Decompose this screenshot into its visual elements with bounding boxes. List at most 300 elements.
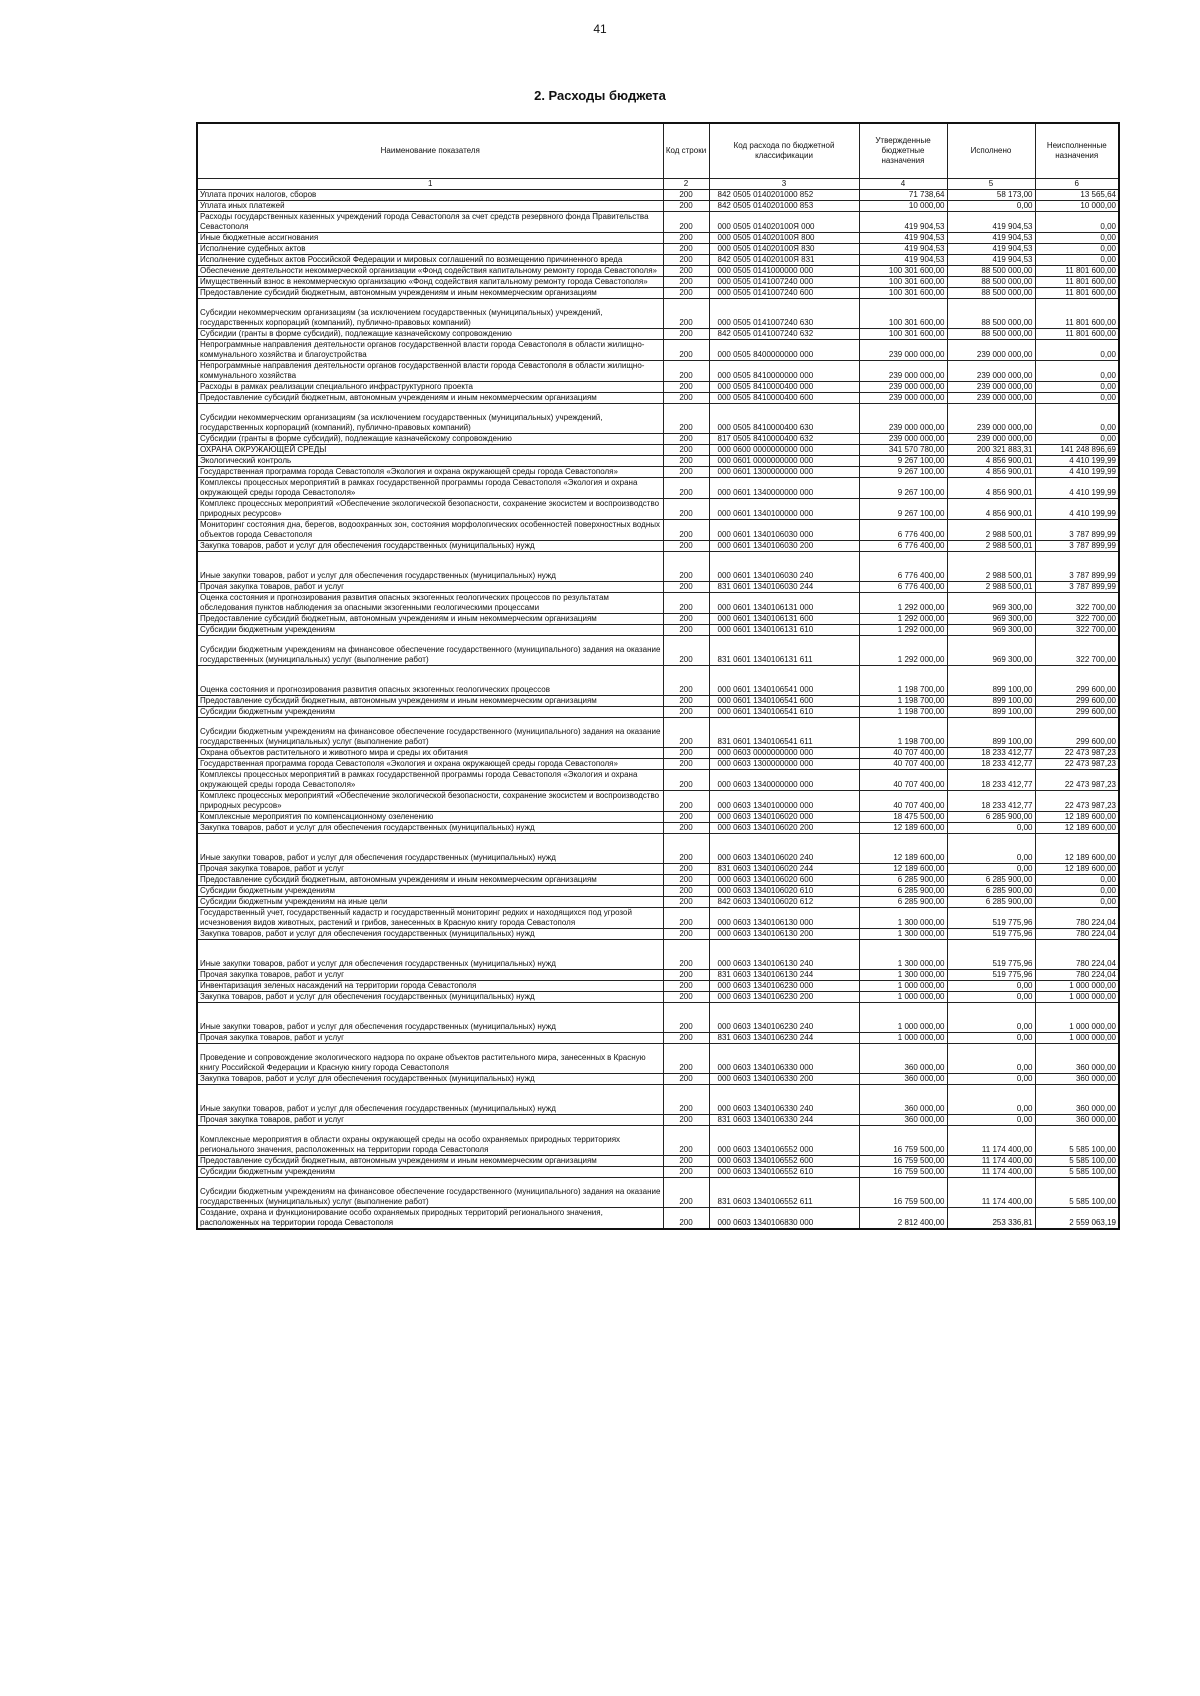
row-executed-cell: 239 000 000,00	[947, 361, 1035, 382]
table-row	[197, 908, 1119, 929]
row-approved-cell: 100 301 600,00	[859, 266, 947, 277]
row-approved-cell: 40 707 400,00	[859, 748, 947, 759]
row-line-code-cell: 200	[663, 1208, 709, 1230]
header-approved: Утвержденные бюджетные назначения	[859, 123, 947, 179]
row-unexecuted-cell: 1 000 000,00	[1035, 1033, 1119, 1044]
row-budget-code-cell: 831 0603 1340106330 244	[709, 1115, 859, 1126]
row-line-code-cell: 200	[663, 520, 709, 541]
row-executed-cell: 88 500 000,00	[947, 277, 1035, 288]
row-executed-cell: 88 500 000,00	[947, 299, 1035, 329]
row-approved-cell: 1 300 000,00	[859, 908, 947, 929]
row-approved-cell: 16 759 500,00	[859, 1156, 947, 1167]
row-executed-cell: 969 300,00	[947, 625, 1035, 636]
row-line-code-cell: 200	[663, 434, 709, 445]
row-unexecuted-cell: 0,00	[1035, 875, 1119, 886]
row-executed-cell: 899 100,00	[947, 666, 1035, 696]
row-line-code-cell: 200	[663, 897, 709, 908]
row-executed-cell: 239 000 000,00	[947, 382, 1035, 393]
table-row	[197, 1126, 1119, 1156]
row-budget-code-cell: 000 0603 1340106020 000	[709, 812, 859, 823]
row-name-cell: Субсидии бюджетным учреждениям	[197, 886, 663, 897]
row-budget-code-cell: 000 0603 1340106552 600	[709, 1156, 859, 1167]
table-row	[197, 255, 1119, 266]
row-name-cell: Субсидии бюджетным учреждениям	[197, 707, 663, 718]
row-executed-cell: 11 174 400,00	[947, 1178, 1035, 1208]
row-budget-code-cell: 000 0505 0141000000 000	[709, 266, 859, 277]
row-approved-cell: 12 189 600,00	[859, 834, 947, 864]
column-number: 5	[947, 179, 1035, 190]
row-unexecuted-cell: 299 600,00	[1035, 718, 1119, 748]
table-row	[197, 277, 1119, 288]
row-unexecuted-cell: 3 787 899,99	[1035, 520, 1119, 541]
row-line-code-cell: 200	[663, 445, 709, 456]
row-name-cell: Субсидии некоммерческим организациям (за исключением государственных (муниципальных) учреждений, государственных корпораций (компаний), публично-правовых компаний)	[197, 299, 663, 329]
table-row	[197, 266, 1119, 277]
table-row	[197, 707, 1119, 718]
row-name-cell: Предоставление субсидий бюджетным, автономным учреждениям и иным некоммерческим организациям	[197, 288, 663, 299]
row-line-code-cell: 200	[663, 834, 709, 864]
row-line-code-cell: 200	[663, 636, 709, 666]
row-unexecuted-cell: 0,00	[1035, 255, 1119, 266]
row-line-code-cell: 200	[663, 992, 709, 1003]
row-unexecuted-cell: 4 410 199,99	[1035, 478, 1119, 499]
row-executed-cell: 11 174 400,00	[947, 1156, 1035, 1167]
row-line-code-cell: 200	[663, 614, 709, 625]
column-number: 2	[663, 179, 709, 190]
row-budget-code-cell: 000 0505 8410000400 630	[709, 404, 859, 434]
table-row	[197, 666, 1119, 696]
row-executed-cell: 0,00	[947, 834, 1035, 864]
table-row	[197, 929, 1119, 940]
row-budget-code-cell: 000 0601 1340106541 610	[709, 707, 859, 718]
row-line-code-cell: 200	[663, 201, 709, 212]
table-row	[197, 1156, 1119, 1167]
row-approved-cell: 360 000,00	[859, 1044, 947, 1074]
row-unexecuted-cell: 10 000,00	[1035, 201, 1119, 212]
row-name-cell: Закупка товаров, работ и услуг для обеспечения государственных (муниципальных) нужд	[197, 1074, 663, 1085]
row-name-cell: Расходы в рамках реализации специального инфраструктурного проекта	[197, 382, 663, 393]
table-row	[197, 864, 1119, 875]
row-executed-cell: 0,00	[947, 1033, 1035, 1044]
row-approved-cell: 71 738,64	[859, 190, 947, 201]
row-approved-cell: 1 000 000,00	[859, 1003, 947, 1033]
row-approved-cell: 360 000,00	[859, 1085, 947, 1115]
row-approved-cell: 419 904,53	[859, 255, 947, 266]
row-approved-cell: 16 759 500,00	[859, 1126, 947, 1156]
column-number: 1	[197, 179, 663, 190]
row-budget-code-cell: 842 0505 0140201000 853	[709, 201, 859, 212]
row-unexecuted-cell: 0,00	[1035, 897, 1119, 908]
row-name-cell: Иные закупки товаров, работ и услуг для обеспечения государственных (муниципальных) нужд	[197, 1085, 663, 1115]
row-unexecuted-cell: 5 585 100,00	[1035, 1156, 1119, 1167]
row-line-code-cell: 200	[663, 791, 709, 812]
table-row	[197, 875, 1119, 886]
row-unexecuted-cell: 299 600,00	[1035, 707, 1119, 718]
row-approved-cell: 6 776 400,00	[859, 520, 947, 541]
row-approved-cell: 9 267 100,00	[859, 456, 947, 467]
row-executed-cell: 519 775,96	[947, 908, 1035, 929]
row-budget-code-cell: 000 0601 1300000000 000	[709, 467, 859, 478]
row-line-code-cell: 200	[663, 770, 709, 791]
row-budget-code-cell: 000 0601 1340106030 000	[709, 520, 859, 541]
row-budget-code-cell: 000 0603 1340100000 000	[709, 791, 859, 812]
row-approved-cell: 1 292 000,00	[859, 636, 947, 666]
row-approved-cell: 6 285 900,00	[859, 875, 947, 886]
row-executed-cell: 969 300,00	[947, 614, 1035, 625]
row-approved-cell: 1 000 000,00	[859, 992, 947, 1003]
table-row	[197, 404, 1119, 434]
row-name-cell: Исполнение судебных актов	[197, 244, 663, 255]
row-budget-code-cell: 000 0600 0000000000 000	[709, 445, 859, 456]
row-line-code-cell: 200	[663, 393, 709, 404]
row-unexecuted-cell: 2 559 063,19	[1035, 1208, 1119, 1230]
row-line-code-cell: 200	[663, 329, 709, 340]
row-unexecuted-cell: 360 000,00	[1035, 1115, 1119, 1126]
table-row	[197, 361, 1119, 382]
row-line-code-cell: 200	[663, 541, 709, 552]
row-name-cell: Оценка состояния и прогнозирования развития опасных экзогенных геологических процессов	[197, 666, 663, 696]
row-line-code-cell: 200	[663, 552, 709, 582]
table-row	[197, 886, 1119, 897]
row-unexecuted-cell: 360 000,00	[1035, 1074, 1119, 1085]
row-name-cell: Имущественный взнос в некоммерческую организацию «Фонд содействия капитальному ремонту города Севастополя»	[197, 277, 663, 288]
row-unexecuted-cell: 4 410 199,99	[1035, 467, 1119, 478]
row-line-code-cell: 200	[663, 340, 709, 361]
row-executed-cell: 239 000 000,00	[947, 434, 1035, 445]
row-name-cell: Обеспечение деятельности некоммерческой организации «Фонд содействия капитальному ремонту города Севастополя»	[197, 266, 663, 277]
row-approved-cell: 6 285 900,00	[859, 886, 947, 897]
row-budget-code-cell: 842 0505 0140201000 852	[709, 190, 859, 201]
row-line-code-cell: 200	[663, 190, 709, 201]
row-line-code-cell: 200	[663, 467, 709, 478]
row-line-code-cell: 200	[663, 1167, 709, 1178]
table-row	[197, 970, 1119, 981]
row-approved-cell: 419 904,53	[859, 212, 947, 233]
row-line-code-cell: 200	[663, 593, 709, 614]
row-executed-cell: 899 100,00	[947, 707, 1035, 718]
row-unexecuted-cell: 0,00	[1035, 340, 1119, 361]
row-approved-cell: 1 300 000,00	[859, 929, 947, 940]
row-approved-cell: 40 707 400,00	[859, 791, 947, 812]
row-line-code-cell: 200	[663, 696, 709, 707]
page-title: 2. Расходы бюджета	[534, 88, 666, 103]
row-line-code-cell: 200	[663, 277, 709, 288]
row-name-cell: Прочая закупка товаров, работ и услуг	[197, 864, 663, 875]
row-unexecuted-cell: 0,00	[1035, 404, 1119, 434]
row-line-code-cell: 200	[663, 299, 709, 329]
row-budget-code-cell: 000 0603 1340106130 000	[709, 908, 859, 929]
row-name-cell: Государственный учет, государственный кадастр и государственный мониторинг редких и находящихся под угрозой исчезновения видов животных, растений и грибов, занесенных в Красную книгу города Севастополя	[197, 908, 663, 929]
row-line-code-cell: 200	[663, 266, 709, 277]
row-approved-cell: 419 904,53	[859, 233, 947, 244]
row-unexecuted-cell: 780 224,04	[1035, 940, 1119, 970]
row-approved-cell: 1 292 000,00	[859, 614, 947, 625]
row-budget-code-cell: 842 0603 1340106020 612	[709, 897, 859, 908]
row-name-cell: Исполнение судебных актов Российской Федерации и мировых соглашений по возмещению причиненного вреда	[197, 255, 663, 266]
column-number-row	[197, 179, 1119, 190]
row-unexecuted-cell: 5 585 100,00	[1035, 1167, 1119, 1178]
row-unexecuted-cell: 299 600,00	[1035, 666, 1119, 696]
row-line-code-cell: 200	[663, 456, 709, 467]
table-row	[197, 791, 1119, 812]
table-row	[197, 897, 1119, 908]
header-name: Наименование показателя	[197, 123, 663, 179]
row-unexecuted-cell: 1 000 000,00	[1035, 981, 1119, 992]
table-row	[197, 1115, 1119, 1126]
row-unexecuted-cell: 322 700,00	[1035, 593, 1119, 614]
row-name-cell: Закупка товаров, работ и услуг для обеспечения государственных (муниципальных) нужд	[197, 992, 663, 1003]
row-approved-cell: 9 267 100,00	[859, 499, 947, 520]
row-budget-code-cell: 831 0601 1340106541 611	[709, 718, 859, 748]
table-row	[197, 1044, 1119, 1074]
row-name-cell: Проведение и сопровождение экологического надзора по охране объектов растительного мира, занесенных в Красную книгу Российской Федерации и Красную книгу города Севастополя	[197, 1044, 663, 1074]
table-row	[197, 696, 1119, 707]
row-line-code-cell: 200	[663, 478, 709, 499]
row-unexecuted-cell: 3 787 899,99	[1035, 582, 1119, 593]
table-row	[197, 190, 1119, 201]
row-name-cell: Уплата иных платежей	[197, 201, 663, 212]
table-row	[197, 748, 1119, 759]
row-executed-cell: 519 775,96	[947, 940, 1035, 970]
table-row	[197, 1208, 1119, 1230]
row-budget-code-cell: 831 0603 1340106230 244	[709, 1033, 859, 1044]
row-name-cell: Комплекс процессных мероприятий «Обеспечение экологической безопасности, сохранение экосистем и воспроизводство природных ресурсов»	[197, 499, 663, 520]
row-unexecuted-cell: 322 700,00	[1035, 625, 1119, 636]
row-name-cell: Субсидии (гранты в форме субсидий), подлежащие казначейскому сопровождению	[197, 329, 663, 340]
row-executed-cell: 18 233 412,77	[947, 759, 1035, 770]
row-budget-code-cell: 817 0505 8410000400 632	[709, 434, 859, 445]
row-executed-cell: 6 285 900,00	[947, 812, 1035, 823]
table-row	[197, 1178, 1119, 1208]
row-approved-cell: 6 776 400,00	[859, 582, 947, 593]
row-line-code-cell: 200	[663, 823, 709, 834]
row-name-cell: Субсидии бюджетным учреждениям на финансовое обеспечение государственного (муниципального) задания на оказание государственных (муниципальных) услуг (выполнение работ)	[197, 636, 663, 666]
row-name-cell: Комплексные мероприятия в области охраны окружающей среды на особо охраняемых природных территориях регионального значения, расположенных на территории города Севастополя	[197, 1126, 663, 1156]
row-approved-cell: 419 904,53	[859, 244, 947, 255]
row-approved-cell: 10 000,00	[859, 201, 947, 212]
row-budget-code-cell: 000 0601 1340106541 600	[709, 696, 859, 707]
row-name-cell: Субсидии бюджетным учреждениям на финансовое обеспечение государственного (муниципального) задания на оказание государственных (муниципальных) услуг (выполнение работ)	[197, 1178, 663, 1208]
table-row	[197, 718, 1119, 748]
row-executed-cell: 4 856 900,01	[947, 499, 1035, 520]
row-unexecuted-cell: 11 801 600,00	[1035, 277, 1119, 288]
row-name-cell: Прочая закупка товаров, работ и услуг	[197, 970, 663, 981]
row-approved-cell: 18 475 500,00	[859, 812, 947, 823]
row-line-code-cell: 200	[663, 666, 709, 696]
row-unexecuted-cell: 0,00	[1035, 212, 1119, 233]
row-budget-code-cell: 000 0505 014020100Я 800	[709, 233, 859, 244]
row-approved-cell: 16 759 500,00	[859, 1167, 947, 1178]
row-executed-cell: 88 500 000,00	[947, 288, 1035, 299]
row-executed-cell: 899 100,00	[947, 718, 1035, 748]
row-budget-code-cell: 000 0505 8400000000 000	[709, 340, 859, 361]
row-line-code-cell: 200	[663, 1003, 709, 1033]
row-approved-cell: 9 267 100,00	[859, 478, 947, 499]
row-line-code-cell: 200	[663, 288, 709, 299]
row-executed-cell: 0,00	[947, 864, 1035, 875]
row-name-cell: Комплексные мероприятия по компенсационному озеленению	[197, 812, 663, 823]
row-budget-code-cell: 000 0603 1340106830 000	[709, 1208, 859, 1230]
row-budget-code-cell: 000 0601 0000000000 000	[709, 456, 859, 467]
row-budget-code-cell: 000 0603 1340106330 000	[709, 1044, 859, 1074]
row-executed-cell: 18 233 412,77	[947, 791, 1035, 812]
row-budget-code-cell: 000 0505 8410000400 000	[709, 382, 859, 393]
row-unexecuted-cell: 0,00	[1035, 244, 1119, 255]
row-unexecuted-cell: 4 410 199,99	[1035, 499, 1119, 520]
row-name-cell: Предоставление субсидий бюджетным, автономным учреждениям и иным некоммерческим организациям	[197, 614, 663, 625]
table-row	[197, 520, 1119, 541]
row-line-code-cell: 200	[663, 875, 709, 886]
row-approved-cell: 1 300 000,00	[859, 970, 947, 981]
row-approved-cell: 360 000,00	[859, 1115, 947, 1126]
row-name-cell: Субсидии бюджетным учреждениям	[197, 625, 663, 636]
row-budget-code-cell: 831 0601 1340106131 611	[709, 636, 859, 666]
row-executed-cell: 0,00	[947, 201, 1035, 212]
row-unexecuted-cell: 12 189 600,00	[1035, 823, 1119, 834]
row-unexecuted-cell: 12 189 600,00	[1035, 834, 1119, 864]
row-executed-cell: 419 904,53	[947, 212, 1035, 233]
row-executed-cell: 519 775,96	[947, 929, 1035, 940]
row-executed-cell: 4 856 900,01	[947, 467, 1035, 478]
row-line-code-cell: 200	[663, 981, 709, 992]
row-budget-code-cell: 000 0603 1340106020 200	[709, 823, 859, 834]
row-budget-code-cell: 000 0601 1340106541 000	[709, 666, 859, 696]
column-number: 4	[859, 179, 947, 190]
row-name-cell: Субсидии некоммерческим организациям (за исключением государственных (муниципальных) учреждений, государственных корпораций (компаний), публично-правовых компаний)	[197, 404, 663, 434]
row-unexecuted-cell: 1 000 000,00	[1035, 992, 1119, 1003]
table-row	[197, 992, 1119, 1003]
row-executed-cell: 0,00	[947, 1074, 1035, 1085]
row-approved-cell: 2 812 400,00	[859, 1208, 947, 1230]
row-line-code-cell: 200	[663, 1033, 709, 1044]
row-approved-cell: 1 292 000,00	[859, 593, 947, 614]
row-budget-code-cell: 000 0505 014020100Я 000	[709, 212, 859, 233]
row-unexecuted-cell: 780 224,04	[1035, 970, 1119, 981]
table-row	[197, 393, 1119, 404]
row-budget-code-cell: 000 0603 1340000000 000	[709, 770, 859, 791]
row-name-cell: Субсидии (гранты в форме субсидий), подлежащие казначейскому сопровождению	[197, 434, 663, 445]
table-row	[197, 456, 1119, 467]
budget-expenses-table	[196, 122, 1120, 1230]
row-approved-cell: 1 198 700,00	[859, 707, 947, 718]
row-approved-cell: 40 707 400,00	[859, 770, 947, 791]
row-line-code-cell: 200	[663, 748, 709, 759]
row-line-code-cell: 200	[663, 1085, 709, 1115]
row-name-cell: Непрограммные направления деятельности органов государственной власти города Севастополя в области жилищно-коммунального хозяйства	[197, 361, 663, 382]
row-executed-cell: 88 500 000,00	[947, 266, 1035, 277]
row-executed-cell: 419 904,53	[947, 233, 1035, 244]
row-unexecuted-cell: 11 801 600,00	[1035, 299, 1119, 329]
table-row	[197, 244, 1119, 255]
row-unexecuted-cell: 22 473 987,23	[1035, 791, 1119, 812]
table-body	[197, 190, 1119, 1230]
row-unexecuted-cell: 322 700,00	[1035, 614, 1119, 625]
row-approved-cell: 239 000 000,00	[859, 340, 947, 361]
header-line-code: Код строки	[663, 123, 709, 179]
row-budget-code-cell: 000 0603 1340106230 240	[709, 1003, 859, 1033]
row-unexecuted-cell: 141 248 896,69	[1035, 445, 1119, 456]
row-executed-cell: 419 904,53	[947, 244, 1035, 255]
row-unexecuted-cell: 0,00	[1035, 361, 1119, 382]
row-name-cell: Закупка товаров, работ и услуг для обеспечения государственных (муниципальных) нужд	[197, 929, 663, 940]
row-name-cell: Расходы государственных казенных учреждений города Севастополя за счет средств резервного фонда Правительства Севастополя	[197, 212, 663, 233]
row-executed-cell: 11 174 400,00	[947, 1167, 1035, 1178]
row-unexecuted-cell: 12 189 600,00	[1035, 812, 1119, 823]
row-executed-cell: 2 988 500,01	[947, 520, 1035, 541]
row-name-cell: Прочая закупка товаров, работ и услуг	[197, 1033, 663, 1044]
row-name-cell: Охрана объектов растительного и животного мира и среды их обитания	[197, 748, 663, 759]
row-budget-code-cell: 000 0603 1340106230 000	[709, 981, 859, 992]
row-unexecuted-cell: 22 473 987,23	[1035, 770, 1119, 791]
row-approved-cell: 12 189 600,00	[859, 864, 947, 875]
table-row	[197, 1085, 1119, 1115]
row-executed-cell: 11 174 400,00	[947, 1126, 1035, 1156]
row-line-code-cell: 200	[663, 929, 709, 940]
row-unexecuted-cell: 22 473 987,23	[1035, 759, 1119, 770]
row-line-code-cell: 200	[663, 864, 709, 875]
row-line-code-cell: 200	[663, 908, 709, 929]
row-executed-cell: 58 173,00	[947, 190, 1035, 201]
row-executed-cell: 4 856 900,01	[947, 478, 1035, 499]
row-name-cell: Государственная программа города Севастополя «Экология и охрана окружающей среды города Севастополя»	[197, 759, 663, 770]
row-budget-code-cell: 000 0505 0141007240 000	[709, 277, 859, 288]
table-row	[197, 593, 1119, 614]
row-name-cell: Иные закупки товаров, работ и услуг для обеспечения государственных (муниципальных) нужд	[197, 1003, 663, 1033]
row-budget-code-cell: 000 0603 1340106230 200	[709, 992, 859, 1003]
row-executed-cell: 239 000 000,00	[947, 393, 1035, 404]
row-unexecuted-cell: 11 801 600,00	[1035, 288, 1119, 299]
row-budget-code-cell: 000 0505 8410000000 000	[709, 361, 859, 382]
row-line-code-cell: 200	[663, 1156, 709, 1167]
row-approved-cell: 1 292 000,00	[859, 625, 947, 636]
row-unexecuted-cell: 0,00	[1035, 393, 1119, 404]
row-name-cell: Предоставление субсидий бюджетным, автономным учреждениям и иным некоммерческим организациям	[197, 1156, 663, 1167]
row-line-code-cell: 200	[663, 404, 709, 434]
row-name-cell: Предоставление субсидий бюджетным, автономным учреждениям и иным некоммерческим организациям	[197, 875, 663, 886]
column-number: 6	[1035, 179, 1119, 190]
table-row	[197, 288, 1119, 299]
row-line-code-cell: 200	[663, 1074, 709, 1085]
row-line-code-cell: 200	[663, 940, 709, 970]
row-executed-cell: 18 233 412,77	[947, 770, 1035, 791]
row-budget-code-cell: 000 0601 1340106131 000	[709, 593, 859, 614]
row-approved-cell: 6 776 400,00	[859, 541, 947, 552]
row-name-cell: Закупка товаров, работ и услуг для обеспечения государственных (муниципальных) нужд	[197, 541, 663, 552]
row-unexecuted-cell: 4 410 199,99	[1035, 456, 1119, 467]
row-executed-cell: 519 775,96	[947, 970, 1035, 981]
row-name-cell: Прочая закупка товаров, работ и услуг	[197, 1115, 663, 1126]
row-budget-code-cell: 000 0505 8410000400 600	[709, 393, 859, 404]
row-approved-cell: 1 000 000,00	[859, 1033, 947, 1044]
table-header-row	[197, 123, 1119, 179]
row-name-cell: Иные закупки товаров, работ и услуг для обеспечения государственных (муниципальных) нужд	[197, 552, 663, 582]
row-executed-cell: 0,00	[947, 1044, 1035, 1074]
table-row	[197, 582, 1119, 593]
table-row	[197, 233, 1119, 244]
row-budget-code-cell: 000 0603 1340106020 610	[709, 886, 859, 897]
row-line-code-cell: 200	[663, 1044, 709, 1074]
row-approved-cell: 1 300 000,00	[859, 940, 947, 970]
row-unexecuted-cell: 11 801 600,00	[1035, 329, 1119, 340]
row-unexecuted-cell: 3 787 899,99	[1035, 552, 1119, 582]
row-unexecuted-cell: 322 700,00	[1035, 636, 1119, 666]
table-row	[197, 499, 1119, 520]
row-budget-code-cell: 000 0505 0141007240 600	[709, 288, 859, 299]
row-budget-code-cell: 000 0603 1300000000 000	[709, 759, 859, 770]
row-approved-cell: 6 776 400,00	[859, 552, 947, 582]
row-line-code-cell: 200	[663, 233, 709, 244]
table-row	[197, 823, 1119, 834]
